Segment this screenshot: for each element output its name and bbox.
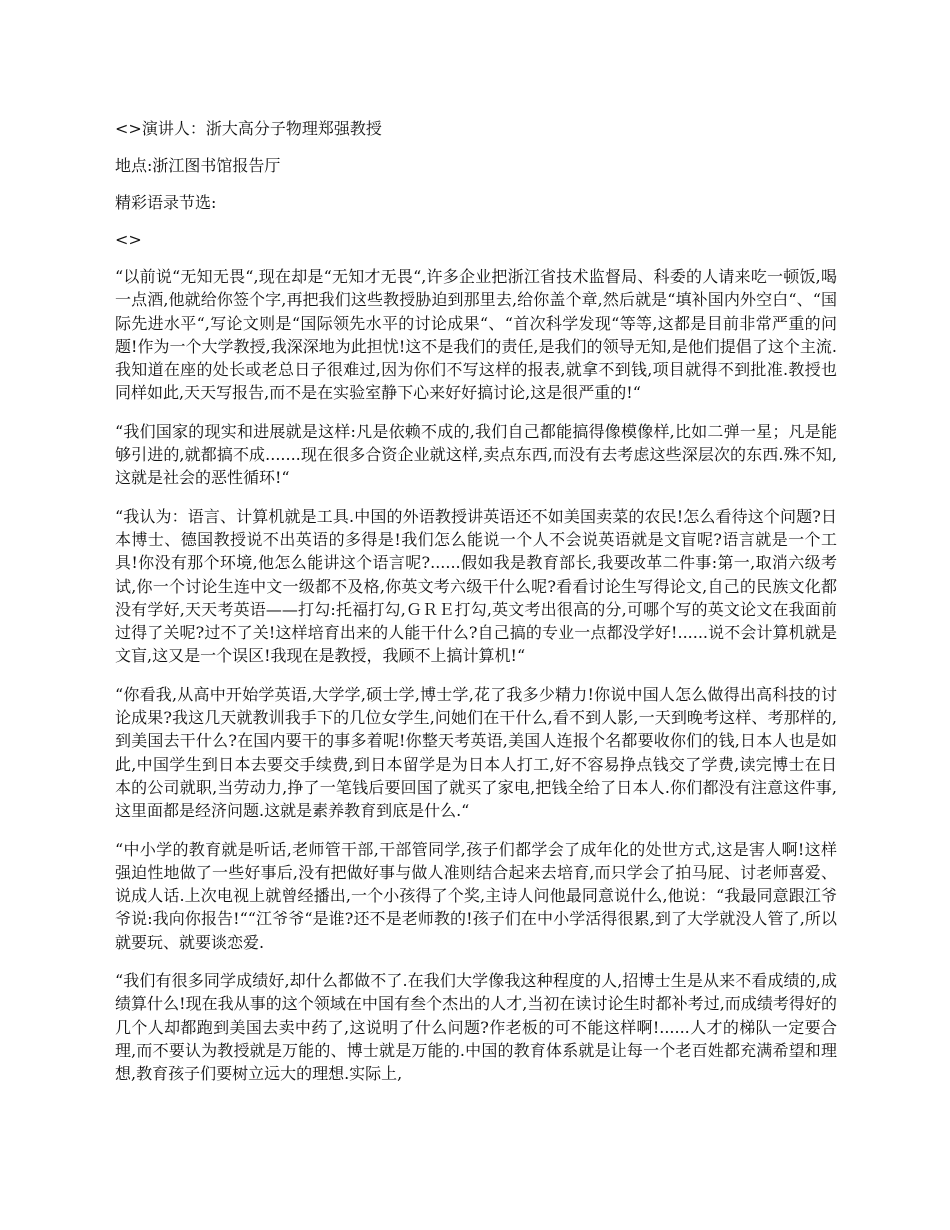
separator-marker: <> [115,230,142,249]
quote-paragraph: “我们国家的现实和进展就是这样:凡是依赖不成的,我们自己都能搞得像模像样,比如二弹一星；凡是能够引进的,就都搞不成.......现在很多合资企业就这样,卖点东西,而没有去考虑这些深层次的东西.殊不知,这就是社会的恶性循环!“ [115,421,837,488]
quote-paragraph: “中小学的教育就是听话,老师管干部,干部管同学,孩子们都学会了成年化的处世方式,这是害人啊!这样强迫性地做了一些好事后,没有把做好事与做人准则结合起来去培育,而只学会了拍马屁、讨老师喜爱、说成人话.上次电视上就曾经播出,一个小孩得了个奖,主诗人问他最同意说什么,他说：“我最同意跟江爷爷说:我向你报告!““江爷爷“是谁?还不是老师教的!孩子们在中小学活得很累,到了大学就没人管了,所以就要玩、就要谈恋爱. [115,839,837,952]
location-line: 地点:浙江图书馆报告厅 [115,156,281,175]
quote-paragraph: “以前说“无知无畏“,现在却是“无知才无畏“,许多企业把浙江省技术监督局、科委的人请来吃一顿饭,喝一点酒,他就给你签个字,再把我们这些教授胁迫到那里去,给你盖个章,然后就是“填补国内外空白“、“国际先进水平“,写论文则是“国际领先水平的讨论成果“、“首次科学发现“等等,这都是目前非常严重的问题!作为一个大学教授,我深深地为此担忧!这不是我们的责任,是我们的领导无知,是他们提倡了这个主流.我知道在座的处长或老总日子很难过,因为你们不写这样的报表,就拿不到钱,项目就得不到批准.教授也同样如此,天天写报告,而不是在实验室静下心来好好搞讨论,这是很严重的!“ [115,267,837,403]
quote-paragraph: “我们有很多同学成绩好,却什么都做不了.在我们大学像我这种程度的人,招博士生是从来不看成绩的,成绩算什么!现在我从事的这个领域在中国有叁个杰出的人才,当初在读讨论生时都补考过,而成绩考得好的几个人却都跑到美国去卖中药了,这说明了什么问题?作老板的可不能这样啊!......人才的梯队一定要合理,而不要认为教授就是万能的、博士就是万能的.中国的教育体系就是让每一个老百姓都充满希望和理想,教育孩子们要树立远大的理想.实际上, [115,971,837,1084]
quote-paragraph: “我认为：语言、计算机就是工具.中国的外语教授讲英语还不如美国卖菜的农民!怎么看待这个问题?日本博士、德国教授说不出英语的多得是!我们怎么能说一个人不会说英语就是文盲呢?语言就是一个工具!你没有那个环境,他怎么能讲这个语言呢?......假如我是教育部长,我要改革二件事:第一,取消六级考试,你一个讨论生连中文一级都不及格,你英文考六级干什么呢?看看讨论生写得论文,自己的民族文化都没有学好,天天考英语——打勾:托福打勾,ＧＲＥ打勾,英文考出很高的分,可哪个写的英文论文在我面前过得了关呢?过不了关!这样培育出来的人能干什么?自己搞的专业一点都没学好!......说不会计算机就是文盲,这又是一个误区!我现在是教授，我顾不上搞计算机!“ [115,506,837,666]
speaker-line: <>演讲人：浙大高分子物理郑强教授 [115,119,382,138]
document-page [115,117,837,1101]
excerpt-heading: 精彩语录节选: [115,193,217,212]
quote-paragraph: “你看我,从高中开始学英语,大学学,硕士学,博士学,花了我多少精力!你说中国人怎么做得出高科技的讨论成果?我这几天就教训我手下的几位女学生,问她们在干什么,看不到人影,一天到晚考这样、考那样的,到美国去干什么?在国内要干的事多着呢!你整天考英语,美国人连报个名都要收你们的钱,日本人也是如此,中国学生到日本去要交手续费,到日本留学是为日本人打工,好不容易挣点钱交了学费,读完博士在日本的公司就职,当劳动力,挣了一笔钱后要回国了就买了家电,把钱全给了日本人.你们都没有注意这件事,这里面都是经济问题.这就是素养教育到底是什么.“ [115,684,837,821]
